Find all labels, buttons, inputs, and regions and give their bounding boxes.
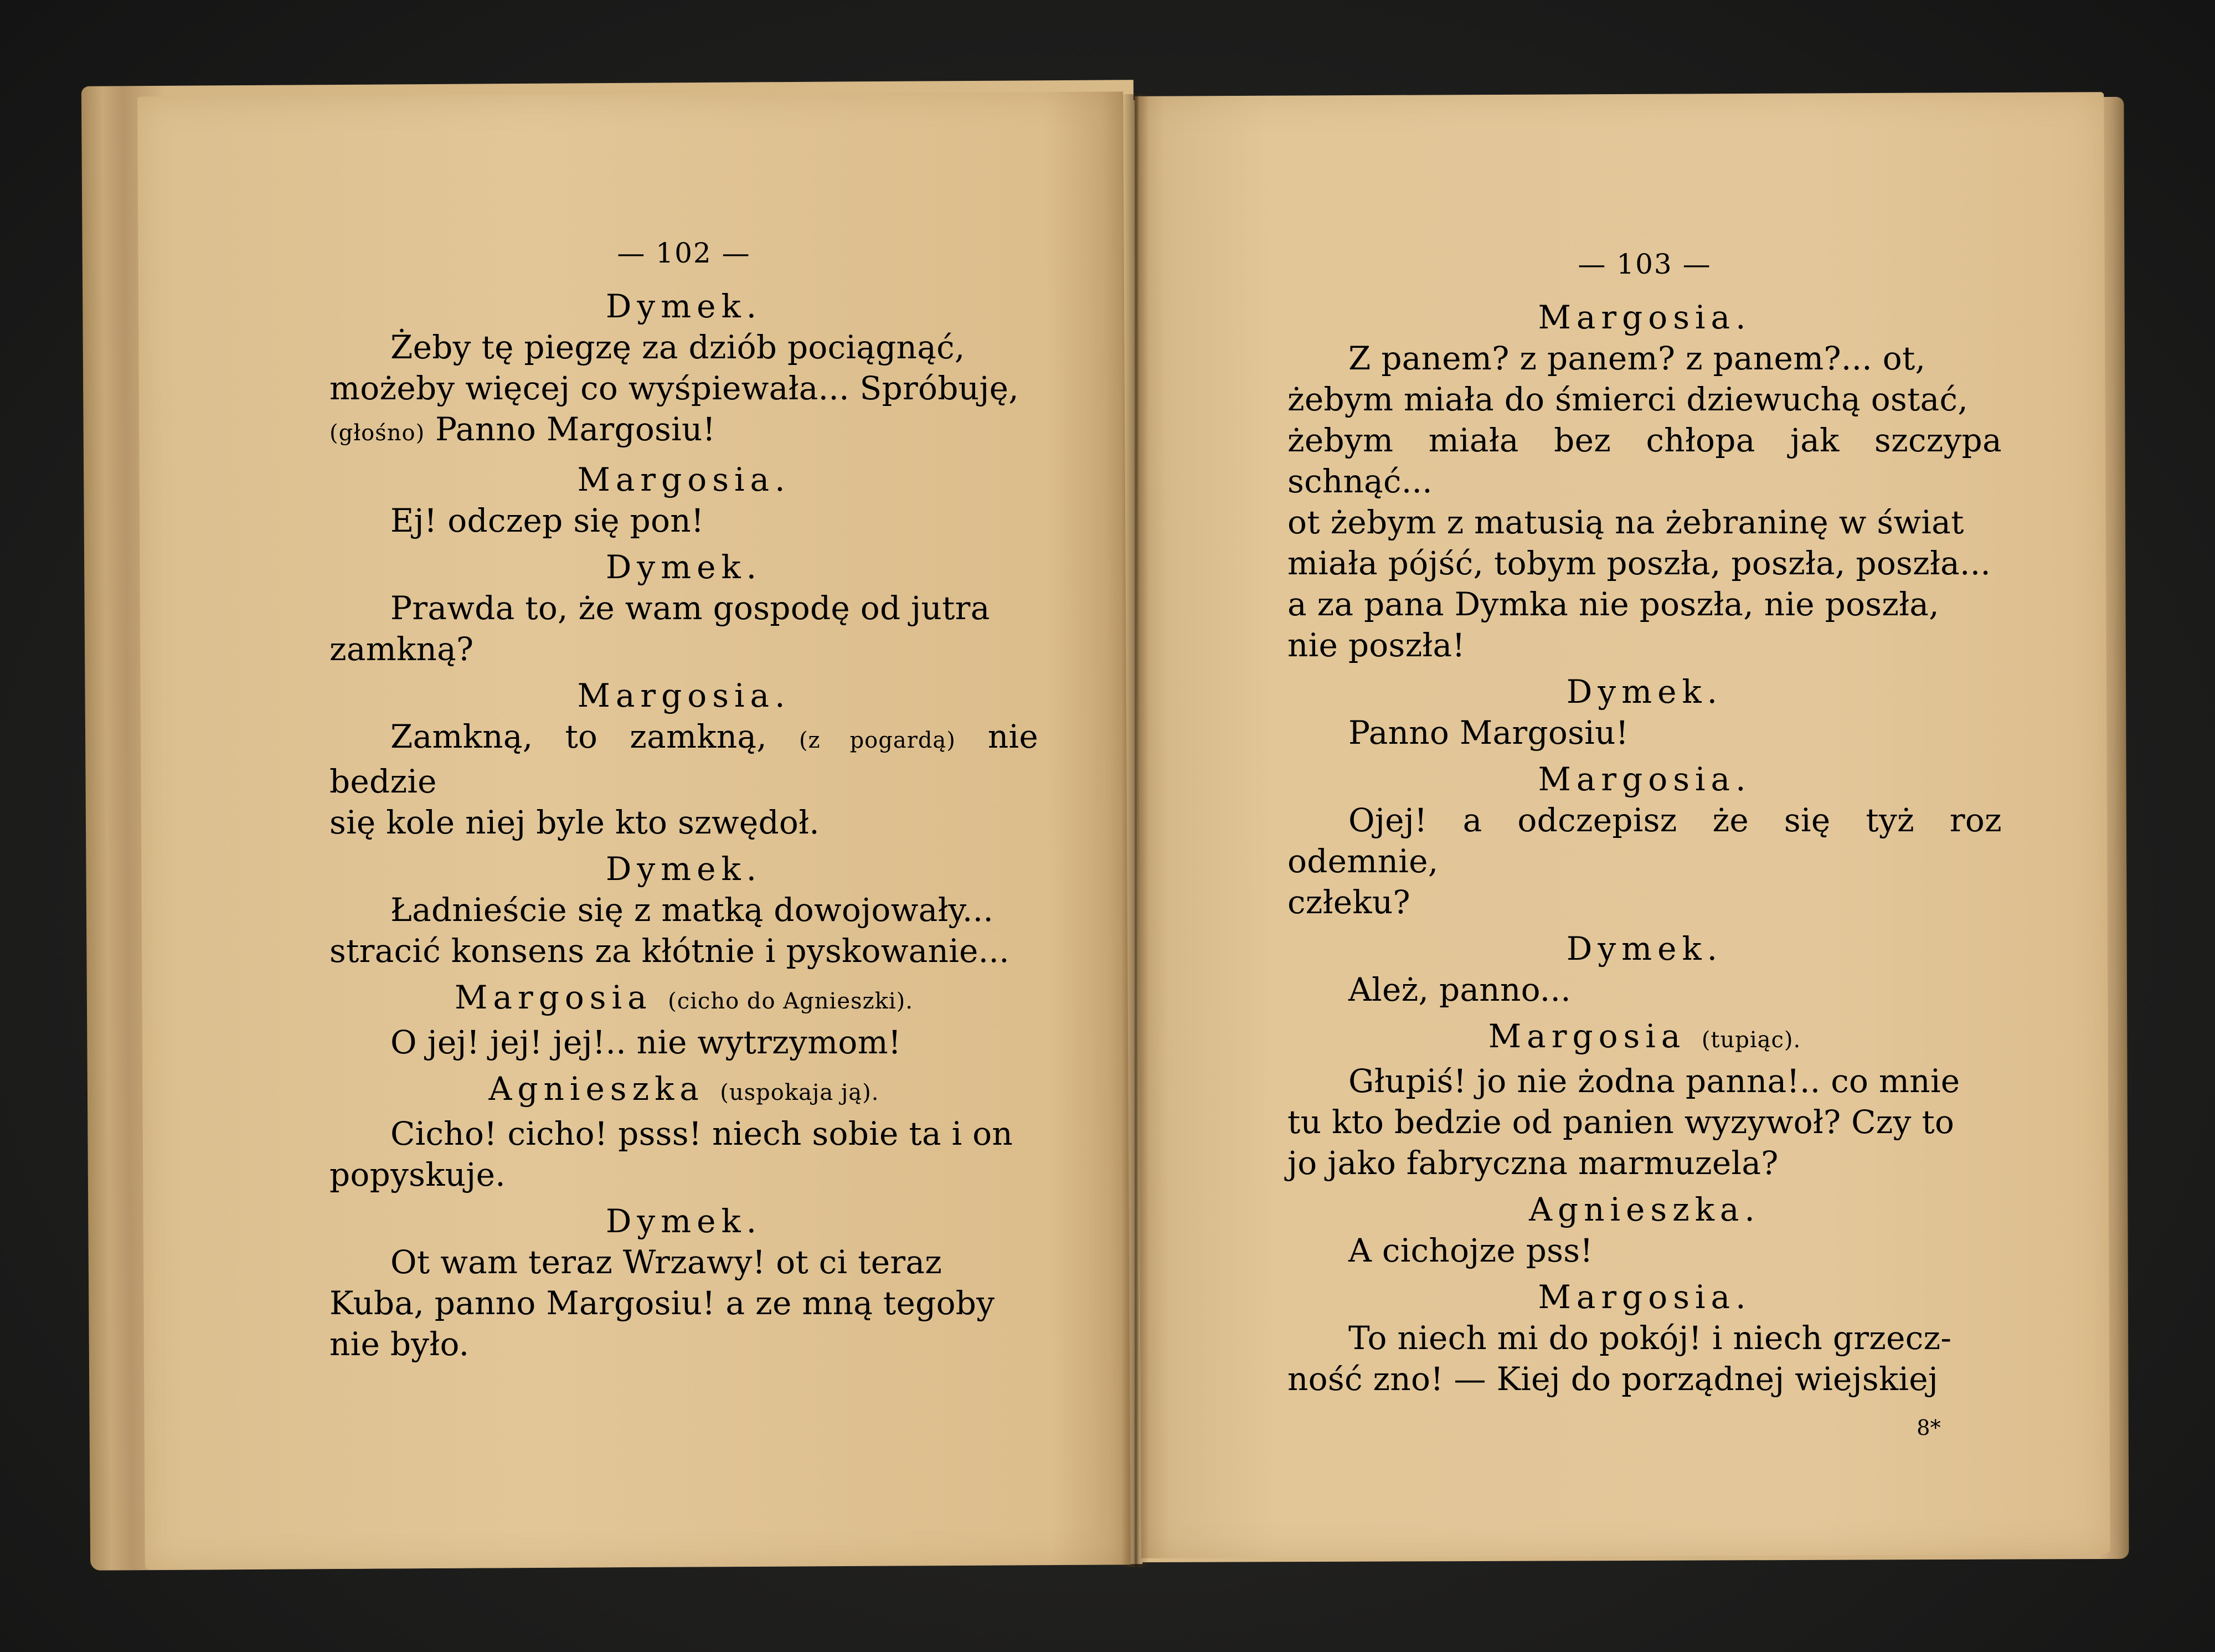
dialogue-line: Panno Margosiu!	[1348, 714, 1629, 752]
dialogue-line: popyskuje.	[329, 1156, 506, 1193]
dialogue-line: człeku?	[1287, 883, 1410, 921]
speaker-name: Dymek.	[1566, 673, 1723, 711]
dialogue-line: A cichojze pss!	[1348, 1232, 1593, 1269]
speaker-name: Margosia.	[577, 461, 791, 498]
dialogue-line: stracić konsens za kłótnie i pyskowanie...	[329, 932, 1009, 970]
stage-direction: (głośno)	[329, 420, 425, 446]
dialogue-line: a za pana Dymka nie poszła, nie poszła,	[1287, 585, 1939, 623]
speaker-name: Margosia.	[577, 677, 791, 714]
page-number: — 102 —	[617, 237, 751, 269]
speaker-name: Dymek.	[605, 1202, 763, 1240]
signature-mark: 8*	[1917, 1416, 1941, 1440]
stage-direction: (tupiąc).	[1701, 1027, 1801, 1053]
dialogue-line: Kuba, panno Margosiu! a ze mną tegoby	[329, 1284, 995, 1322]
dialogue-line: możeby więcej co wyśpiewała... Spróbuję,	[329, 369, 1019, 407]
speaker-name: Dymek.	[605, 287, 763, 325]
speaker-line	[1287, 1016, 2002, 1061]
dialogue-line: Ależ, panno...	[1348, 971, 1572, 1008]
speaker-name: Dymek.	[605, 850, 763, 888]
dialogue-line: ot żebym z matusią na żebraninę w świat	[1287, 503, 1964, 541]
dialogue-text: Zamkną, to zamkną,	[390, 718, 767, 755]
stage-direction: (uspokaja ją).	[720, 1080, 879, 1105]
dialogue-line: O jej! jej! jej!.. nie wytrzymom!	[390, 1023, 902, 1061]
dialogue-line: żebym miała do śmierci dziewuchą ostać,	[1287, 380, 1969, 418]
speaker-name: Margosia	[1488, 1017, 1686, 1055]
dialogue-line: Ładnieście się z matką dowojowały...	[390, 891, 994, 929]
dialogue-line: Głupiś! jo nie żodna panna!.. co mnie	[1348, 1062, 1960, 1100]
dialogue-text: Panno Margosiu!	[425, 410, 716, 448]
dialogue-line: nie było.	[329, 1325, 470, 1363]
dialogue-line: zamkną?	[329, 630, 474, 668]
dialogue-line: żebym miała bez chłopa jak szczypa schnąć...	[1287, 421, 2002, 500]
dialogue-line	[329, 716, 1038, 802]
speaker-name: Agnieszka.	[1529, 1191, 1760, 1228]
stage-direction: (cicho do Agnieszki).	[668, 989, 913, 1014]
book-gutter	[1121, 94, 1149, 1567]
dialogue-line: Ojej! a odczepisz że się tyż roz odemnie,	[1287, 801, 2002, 880]
stage-direction: (z pogardą)	[799, 728, 956, 753]
speaker-name: Margosia.	[1538, 1278, 1752, 1316]
speaker-name: Dymek.	[605, 548, 763, 586]
dialogue-line: Ej! odczep się pon!	[390, 502, 704, 539]
dialogue-line: To niech mi do pokój! i niech grzecz-	[1348, 1319, 1952, 1357]
page-number: — 103 —	[1578, 248, 1712, 280]
right-page-text	[1287, 244, 2002, 1448]
dialogue-line: miała pójść, tobym poszła, poszła, poszła...	[1287, 544, 1991, 582]
speaker-name: Margosia.	[1538, 760, 1752, 798]
dialogue-line: Ot wam teraz Wrzawy! ot ci teraz	[390, 1243, 942, 1281]
dialogue-line: ność zno! — Kiej do porządnej wiejskiej	[1287, 1360, 1939, 1398]
dialogue-line	[329, 409, 1038, 454]
dialogue-line: tu kto bedzie od panien wyzywoł? Czy to	[1287, 1103, 1955, 1141]
speaker-name: Margosia.	[1538, 299, 1752, 336]
dialogue-line: Cicho! cicho! psss! niech sobie ta i on	[390, 1115, 1013, 1152]
speaker-line	[329, 977, 1038, 1022]
dialogue-line: Z panem? z panem? z panem?... ot,	[1348, 339, 1926, 377]
dialogue-line: Prawda to, że wam gospodę od jutra	[390, 589, 990, 627]
speaker-name: Dymek.	[1566, 930, 1723, 967]
left-page-text	[329, 233, 1038, 1365]
dialogue-text: nie bedzie	[329, 718, 1038, 800]
dialogue-line: się kole niej byle kto szwędoł.	[329, 804, 820, 841]
dialogue-line: jo jako fabryczna marmuzela?	[1287, 1144, 1779, 1182]
dialogue-line: Żeby tę piegzę za dziób pociągnąć,	[390, 328, 965, 366]
speaker-name: Margosia	[455, 979, 652, 1016]
speaker-name: Agnieszka	[488, 1070, 704, 1108]
dialogue-line: nie poszła!	[1287, 626, 1466, 664]
speaker-line	[329, 1068, 1038, 1113]
